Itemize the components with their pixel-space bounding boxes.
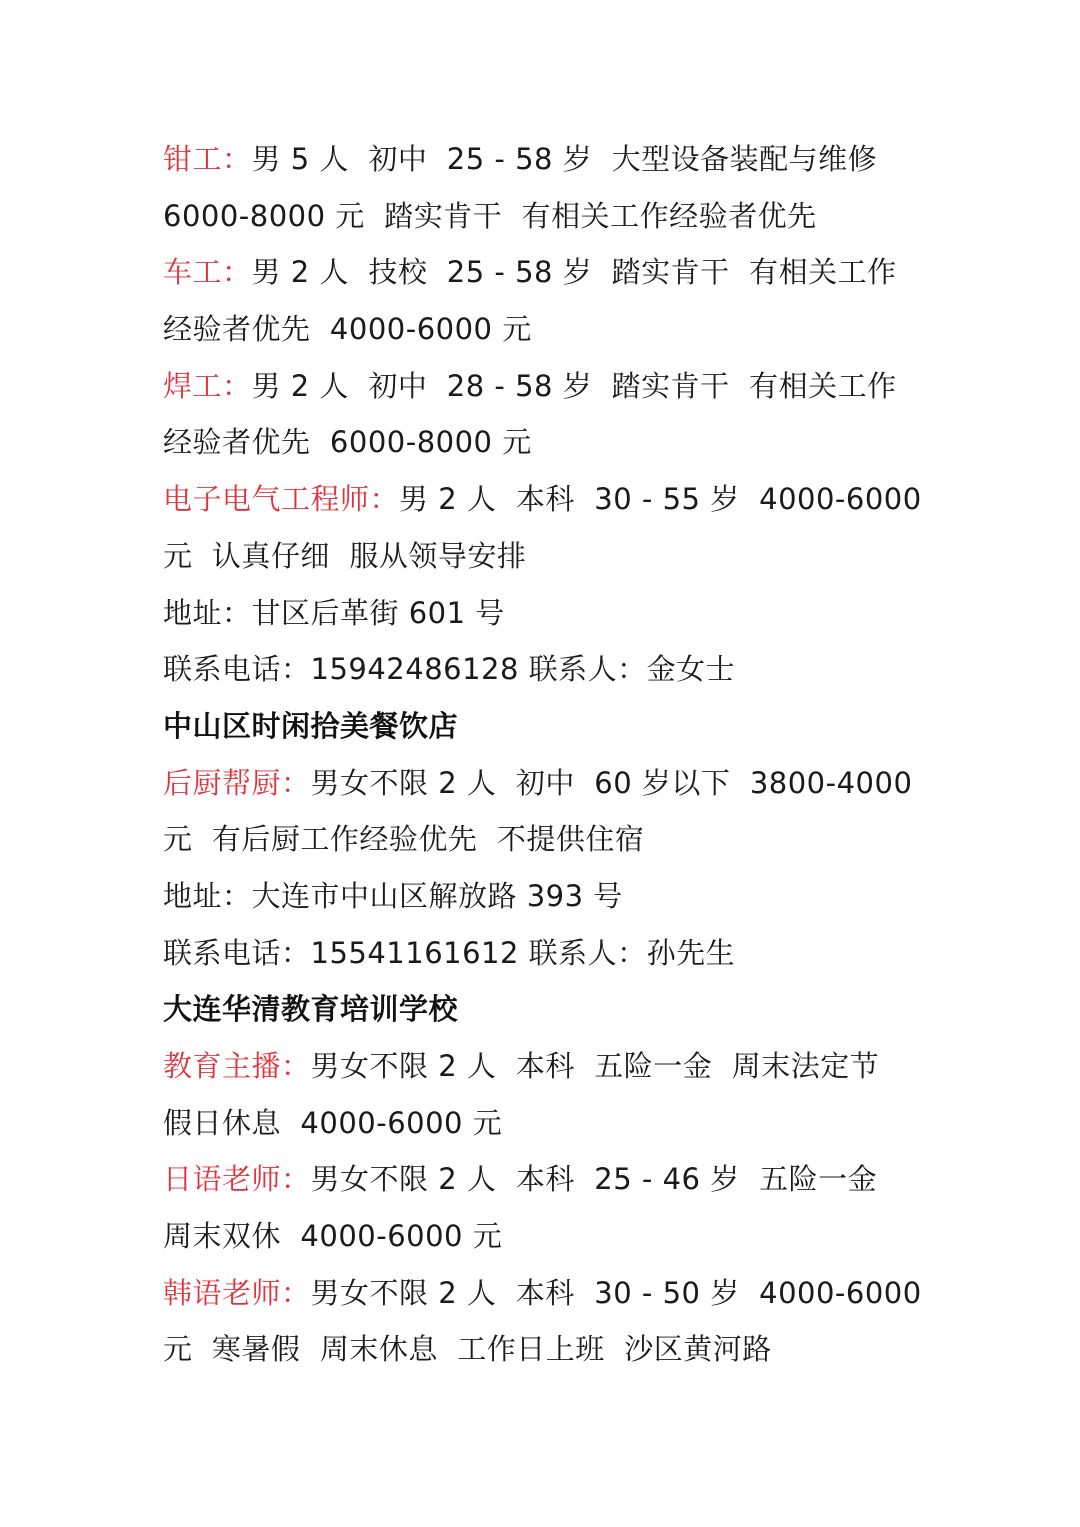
job-details: 男 2 人 本科 30 - 55 岁 4000-6000	[399, 482, 922, 517]
job-listing-document	[163, 131, 1023, 1378]
job-title: 后厨帮厨：	[163, 765, 311, 800]
text-line: 元 有后厨工作经验优先 不提供住宿	[163, 822, 645, 857]
job-title: 教育主播：	[163, 1049, 311, 1083]
job-details: 男女不限 2 人 本科 30 - 50 岁 4000-6000	[310, 1275, 922, 1310]
contact-line: 联系电话：15541161612 联系人：孙先生	[163, 935, 736, 970]
job-details: 男 5 人 初中 25 - 58 岁 大型设备装配与维修	[251, 142, 878, 176]
job-title: 日语老师：	[163, 1162, 311, 1197]
job-title: 车工：	[163, 255, 252, 290]
company-heading: 中山区时闲拾美餐饮店	[163, 708, 459, 743]
job-title: 钳工：	[163, 142, 252, 176]
contact-line: 联系电话：15942486128 联系人：金女士	[163, 652, 736, 687]
address-line: 地址：大连市中山区解放路 393 号	[163, 878, 623, 913]
text-line: 元 寒暑假 周末休息 工作日上班 沙区黄河路	[163, 1332, 772, 1367]
text-line: 6000-8000 元 踏实肯干 有相关工作经验者优先	[163, 198, 817, 233]
job-line-electrical-engineer	[163, 471, 1023, 528]
job-title: 焊工：	[163, 368, 252, 403]
text-line: 经验者优先 4000-6000 元	[163, 312, 532, 347]
job-line-fitter	[163, 131, 1023, 188]
job-details: 男 2 人 初中 28 - 58 岁 踏实肯干 有相关工作	[251, 368, 897, 403]
job-line-japanese-teacher	[163, 1151, 1023, 1208]
job-details: 男女不限 2 人 初中 60 岁以下 3800-4000	[310, 765, 913, 800]
job-details: 男 2 人 技校 25 - 58 岁 踏实肯干 有相关工作	[251, 255, 897, 290]
job-title: 韩语老师：	[163, 1275, 311, 1310]
text-line: 周末双休 4000-6000 元	[163, 1219, 503, 1254]
job-line-turner	[163, 244, 1023, 301]
job-line-kitchen-helper	[163, 755, 1023, 812]
job-details: 男女不限 2 人 本科 五险一金 周末法定节	[310, 1049, 880, 1083]
text-line: 经验者优先 6000-8000 元	[163, 425, 532, 460]
job-title: 电子电气工程师：	[163, 482, 400, 517]
text-line: 元 认真仔细 服从领导安排	[163, 538, 527, 573]
company-heading: 大连华清教育培训学校	[163, 992, 459, 1027]
job-line-welder	[163, 358, 1023, 415]
job-details: 男女不限 2 人 本科 25 - 46 岁 五险一金	[310, 1162, 878, 1197]
job-line-korean-teacher	[163, 1265, 1023, 1322]
address-line: 地址：甘区后革街 601 号	[163, 595, 505, 630]
job-line-education-anchor	[163, 1038, 1023, 1095]
text-line: 假日休息 4000-6000 元	[163, 1105, 503, 1140]
